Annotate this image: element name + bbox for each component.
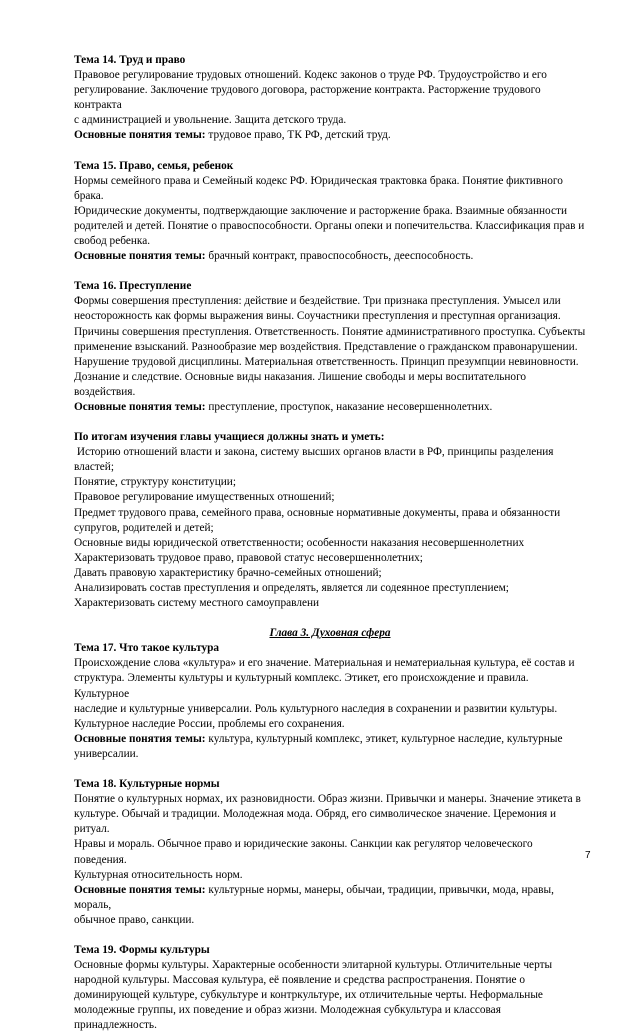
topic-18 [74, 777, 586, 928]
topic-title: Тема 15. Право, семья, ребенок [74, 159, 234, 172]
text-line: Нормы семейного права и Семейный кодекс РФ. Юридическая трактовка брака. Понятие фиктивного брака. [74, 174, 563, 202]
result-line: Характеризовать систему местного самоуправлени [74, 597, 320, 610]
text-line: Причины совершения преступления. Ответственность. Понятие административного проступка. Субъекты [74, 325, 586, 338]
text-line: Основные формы культуры. Характерные особенности элитарной культуры. Отличительные черты [74, 959, 553, 972]
text-line: Юридические документы, подтверждающие заключение и расторжение брака. Взаимные обязанности [74, 204, 567, 217]
key-concepts-text: культура, культурный комплекс, этикет, культурное наследие, культурные [205, 732, 563, 745]
text-line: Понятие о культурных нормах, их разновидности. Образ жизни. Привычки и манеры. Значение этикета в [74, 793, 581, 806]
result-line: Историю отношений власти и закона, систему высших органов власти в РФ, принципы разделения [74, 446, 554, 459]
topic-15 [74, 159, 586, 265]
topic-title: Тема 17. Что такое культура [74, 642, 220, 655]
key-concepts-text: брачный контракт, правоспособность, дееспособность. [205, 250, 474, 263]
topic-14 [74, 53, 586, 144]
chapter-heading: Глава 3. Духовная сфера [269, 627, 391, 640]
text-line: применение взысканий. Разнообразие мер воздействия. Представление о гражданском правонарушении. [74, 340, 578, 353]
page-number: 7 [585, 850, 591, 861]
results-title: По итогам изучения главы учащиеся должны знать и уметь: [74, 431, 385, 444]
text-line: Дознание и следствие. Основные виды наказания. Лишение свободы и меры воспитательного воздействия. [74, 370, 527, 398]
text-line: народной культуры. Массовая культура, её появление и средства распространения. Понятие о [74, 974, 526, 987]
text-line: молодежные группы, их поведение и образ жизни. Молодежная субкультура и классовая принадлежность. [74, 1004, 501, 1032]
topic-title: Тема 19. Формы культуры [74, 943, 210, 956]
text-line: Происхождение слова «культура» и его значение. Материальная и нематериальная культура, её состав и [74, 657, 575, 670]
key-concepts [74, 249, 586, 264]
chapter-results [74, 430, 586, 611]
text-line: Нравы и мораль. Обычное право и юридические законы. Санкции как регулятор человеческого поведения. [74, 838, 533, 866]
topic-title: Тема 16. Преступление [74, 280, 192, 293]
key-concepts-text: культурные нормы, манеры, обычаи, традиции, привычки, мода, нравы, мораль, [74, 883, 554, 911]
key-concepts [74, 883, 586, 913]
text-line: доминирующей культуре, субкультуре и контркультуре, их отличительные черты. Неформальные [74, 989, 543, 1002]
key-concepts-label: Основные понятия темы: [74, 732, 206, 745]
text-line: обычное право, санкции. [74, 913, 195, 926]
key-concepts-label: Основные понятия темы: [74, 129, 206, 142]
key-concepts [74, 128, 586, 143]
text-line: структура. Элементы культуры и культурный комплекс. Этикет, его происхождение и правила. Культурное [74, 672, 529, 700]
text-line: свобод ребенка. [74, 235, 151, 248]
key-concepts [74, 400, 586, 415]
text-line: Культурная относительность норм. [74, 868, 243, 881]
text-line: наследие и культурные универсалии. Роль культурного наследия в сохранении и развитии культуры. [74, 702, 558, 715]
text-line: Культурное наследие России, проблемы его сохранения. [74, 717, 345, 730]
result-line: супругов, родителей и детей; [74, 521, 214, 534]
topic-title: Тема 14. Труд и право [74, 54, 186, 66]
key-concepts-label: Основные понятия темы: [74, 883, 206, 896]
key-concepts-text: преступление, проступок, наказание несовершеннолетних. [205, 400, 493, 413]
chapter-3 [74, 626, 586, 762]
result-line: Понятие, структуру конституции; [74, 476, 236, 489]
text-line: Формы совершения преступления: действие и бездействие. Три признака преступления. Умысел или [74, 295, 561, 308]
key-concepts-label: Основные понятия темы: [74, 250, 206, 263]
key-concepts-text: трудовое право, ТК РФ, детский труд. [205, 129, 391, 142]
result-line: властей; [74, 461, 114, 474]
topic-16 [74, 279, 586, 415]
text-line: с администрацией и увольнение. Защита детского труда. [74, 114, 347, 127]
key-concepts-label: Основные понятия темы: [74, 400, 206, 413]
text-line: универсалии. [74, 747, 139, 760]
result-line: Характеризовать трудовое право, правовой статус несовершеннолетних; [74, 551, 423, 564]
text-line: родителей и детей. Понятие о правоспособности. Органы опеки и попечительства. Классификация прав и [74, 219, 585, 232]
result-line: Анализировать состав преступления и определять, является ли содеянное преступлением; [74, 582, 509, 594]
key-concepts [74, 732, 586, 747]
result-line: Предмет трудового права, семейного права, основные нормативные документы, права и обязанности [74, 506, 561, 519]
result-line: Давать правовую характеристику брачно-семейных отношений; [74, 566, 382, 579]
text-line: культуре. Обычай и традиции. Молодежная мода. Обряд, его символическое значение. Церемония и ритуал. [74, 808, 557, 836]
result-line: Правовое регулирование имущественных отношений; [74, 491, 335, 504]
text-line: регулирование. Заключение трудового договора, расторжение контракта. Расторжение трудового контракта [74, 84, 541, 112]
text-line: Правовое регулирование трудовых отношений. Кодекс законов о труде РФ. Трудоустройство и его [74, 69, 547, 82]
text-line: Нарушение трудовой дисциплины. Материальная ответственность. Принцип презумпции невиновности. [74, 355, 579, 368]
text-line: неосторожность как формы выражения вины. Соучастники преступления и преступная организация. [74, 310, 561, 323]
topic-title: Тема 18. Культурные нормы [74, 778, 220, 791]
result-line: Основные виды юридической ответственности; особенности наказания несовершеннолетних [74, 536, 525, 549]
topic-19 [74, 943, 586, 1034]
